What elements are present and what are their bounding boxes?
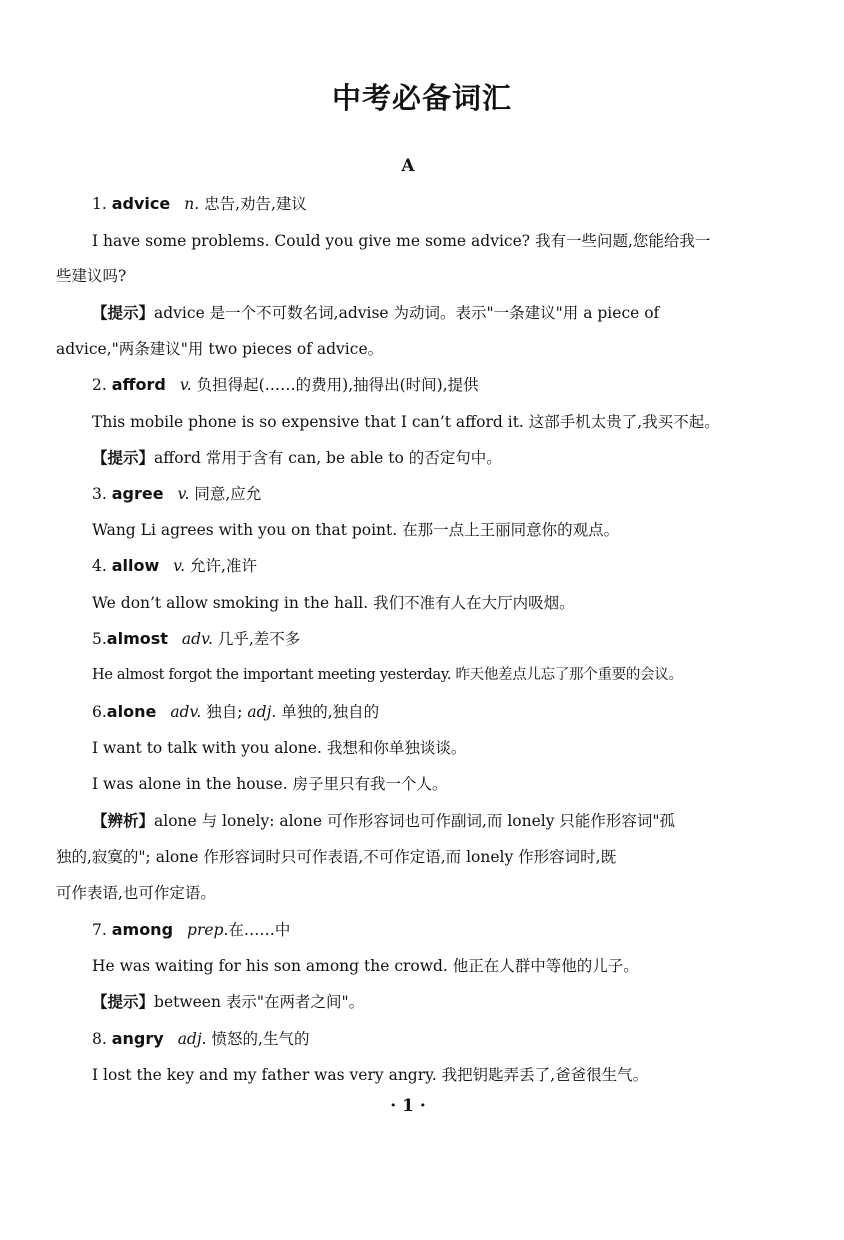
- tip-label: 【提示】: [92, 449, 155, 467]
- part-of-speech: adv.: [170, 703, 202, 721]
- tip-text: advice 是一个不可数名词,advise 为动词。表示"一条建议"用 a piece of: [154, 304, 660, 322]
- example-sentence: This mobile phone is so expensive that I can’t afford it. 这部手机太贵了,我买不起。: [92, 413, 720, 431]
- entry-number: 4.: [92, 557, 112, 575]
- example-sentence: We don’t allow smoking in the hall. 我们不准有人在大厅内吸烟。: [92, 594, 575, 612]
- headword: advice: [111, 194, 171, 213]
- part-of-speech: v.: [177, 485, 190, 503]
- part-of-speech: v.: [179, 376, 192, 394]
- tip-label: 【提示】: [92, 304, 155, 322]
- example-sentence: He almost forgot the important meeting yesterday. 昨天他差点儿忘了那个重要的会议。: [92, 667, 683, 683]
- part-of-speech: v.: [173, 557, 186, 575]
- entry-almost: [92, 627, 766, 651]
- example-sentence-cont: 些建议吗?: [56, 267, 127, 285]
- definition-2: 单独的,独自的: [276, 703, 380, 721]
- tip-text: afford 常用于含有 can, be able to 的否定句中。: [154, 449, 502, 467]
- entry-alone: [92, 700, 766, 724]
- headword: allow: [111, 556, 160, 575]
- definition: 同意,应允: [189, 485, 262, 503]
- entry-number: 1.: [92, 195, 112, 213]
- example-sentence: He was waiting for his son among the crowd. 他正在人群中等他的儿子。: [92, 957, 639, 975]
- tip-text: between 表示"在两者之间"。: [154, 993, 365, 1011]
- part-of-speech-2: adj.: [247, 703, 277, 721]
- entry-number: 8.: [92, 1030, 112, 1048]
- headword: alone: [106, 702, 157, 721]
- part-of-speech: prep.: [187, 921, 229, 939]
- page-title: 中考必备词汇: [331, 81, 512, 115]
- entry-number: 3.: [92, 485, 112, 503]
- entry-allow: [92, 554, 766, 578]
- analysis-label: 【辨析】: [92, 812, 155, 830]
- tip-note: [92, 301, 766, 325]
- definition: 负担得起(……的费用),抽得出(时间),提供: [191, 376, 479, 394]
- example-sentence: I want to talk with you alone. 我想和你单独谈谈。: [92, 739, 467, 757]
- analysis-note: [92, 809, 766, 833]
- analysis-text-cont: 独的,寂寞的"; alone 作形容词时只可作表语,不可作定语,而 lonely 作形容词时,既: [56, 848, 617, 866]
- tip-text-cont: advice,"两条建议"用 two pieces of advice。: [56, 340, 384, 358]
- analysis-text-cont: 可作表语,也可作定语。: [56, 884, 216, 902]
- page-number: · 1 ·: [390, 1096, 426, 1116]
- headword: afford: [111, 375, 166, 394]
- part-of-speech: adj.: [177, 1030, 207, 1048]
- definition: 忠告,劝告,建议: [199, 195, 307, 213]
- entry-number: 6.: [92, 703, 107, 721]
- entry-afford: [92, 373, 766, 397]
- part-of-speech: n.: [184, 195, 200, 213]
- tip-label: 【提示】: [92, 993, 155, 1011]
- definition: 几乎,差不多: [212, 630, 301, 648]
- example-sentence: I was alone in the house. 房子里只有我一个人。: [92, 775, 448, 793]
- headword: angry: [111, 1029, 164, 1048]
- entry-number: 2.: [92, 376, 112, 394]
- headword: almost: [106, 629, 168, 648]
- analysis-text: alone 与 lonely: alone 可作形容词也可作副词,而 lonely 只能作形容词"孤: [154, 812, 676, 830]
- definition: 允许,准许: [185, 557, 257, 575]
- tip-note: [92, 446, 766, 470]
- example-sentence: I have some problems. Could you give me some advice? 我有一些问题,您能给我一: [92, 232, 711, 250]
- definition: 愤怒的,生气的: [206, 1030, 310, 1048]
- entry-number: 7.: [92, 921, 112, 939]
- headword: among: [111, 920, 174, 939]
- example-sentence: I lost the key and my father was very angry. 我把钥匙弄丢了,爸爸很生气。: [92, 1066, 649, 1084]
- section-heading: A: [401, 156, 415, 176]
- entry-among: [92, 918, 766, 942]
- definition: 独自;: [201, 703, 243, 721]
- entry-number: 5.: [92, 630, 107, 648]
- definition: 在……中: [228, 921, 291, 939]
- entry-angry: [92, 1027, 766, 1051]
- example-sentence: Wang Li agrees with you on that point. 在那一点上王丽同意你的观点。: [92, 521, 620, 539]
- entry-agree: [92, 482, 766, 506]
- entry-advice: [92, 192, 766, 216]
- tip-note: [92, 990, 766, 1014]
- part-of-speech: adv.: [181, 630, 213, 648]
- headword: agree: [111, 484, 164, 503]
